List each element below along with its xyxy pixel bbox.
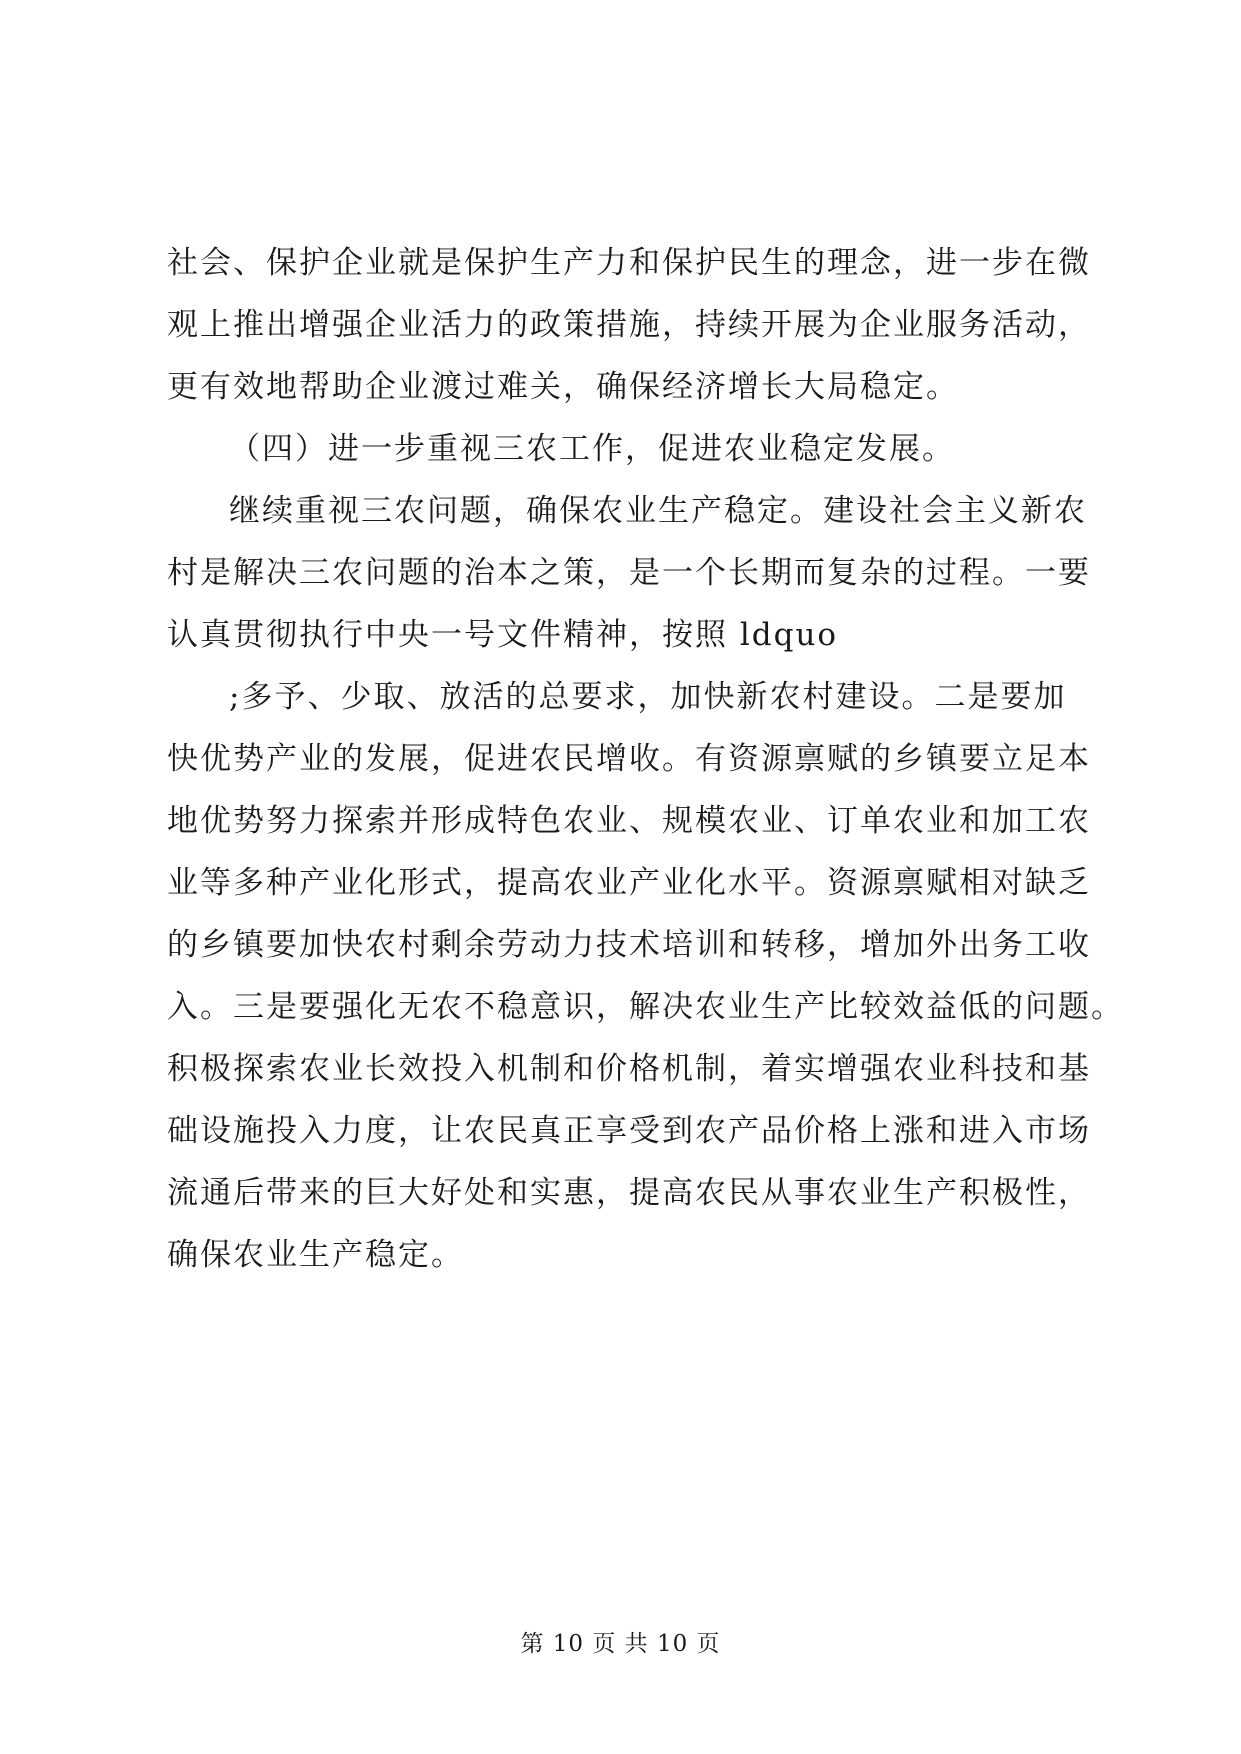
text-line: 的乡镇要加快农村剩余劳动力技术培训和转移，增加外出务工收 <box>167 927 1091 963</box>
section-heading: （四）进一步重视三农工作，促进农业稳定发展。 <box>229 431 955 467</box>
page-footer <box>0 1625 1241 1658</box>
text-line: 村是解决三农问题的治本之策，是一个长期而复杂的过程。一要 <box>167 555 1091 591</box>
text-line: ;多予、少取、放活的总要求，加快新农村建设。二是要加 <box>229 679 1067 715</box>
body-text <box>167 232 1124 1286</box>
text-line: 入。三是要强化无农不稳意识，解决农业生产比较效益低的问题。 <box>167 989 1124 1025</box>
text-line: 业等多种产业化形式，提高农业产业化水平。资源禀赋相对缺乏 <box>167 865 1091 901</box>
text-line: 观上推出增强企业活力的政策措施，持续开展为企业服务活动， <box>167 307 1091 343</box>
text-line: 确保农业生产稳定。 <box>167 1237 464 1273</box>
text-line: 快优势产业的发展，促进农民增收。有资源禀赋的乡镇要立足本 <box>167 741 1091 777</box>
text-line: 积极探索农业长效投入机制和价格机制，着实增强农业科技和基 <box>167 1051 1091 1087</box>
text-line: 流通后带来的巨大好处和实惠，提高农民从事农业生产积极性， <box>167 1175 1091 1211</box>
text-line: 社会、保护企业就是保护生产力和保护民生的理念，进一步在微 <box>167 245 1091 281</box>
text-line: 继续重视三农问题，确保农业生产稳定。建设社会主义新农 <box>229 493 1087 529</box>
text-line: 认真贯彻执行中央一号文件精神，按照 ldquo <box>167 617 839 653</box>
text-line: 地优势努力探索并形成特色农业、规模农业、订单农业和加工农 <box>167 803 1091 839</box>
page-number: 第 10 页 共 10 页 <box>520 1631 721 1657</box>
text-line: 更有效地帮助企业渡过难关，确保经济增长大局稳定。 <box>167 369 959 405</box>
text-line: 础设施投入力度，让农民真正享受到农产品价格上涨和进入市场 <box>167 1113 1091 1149</box>
